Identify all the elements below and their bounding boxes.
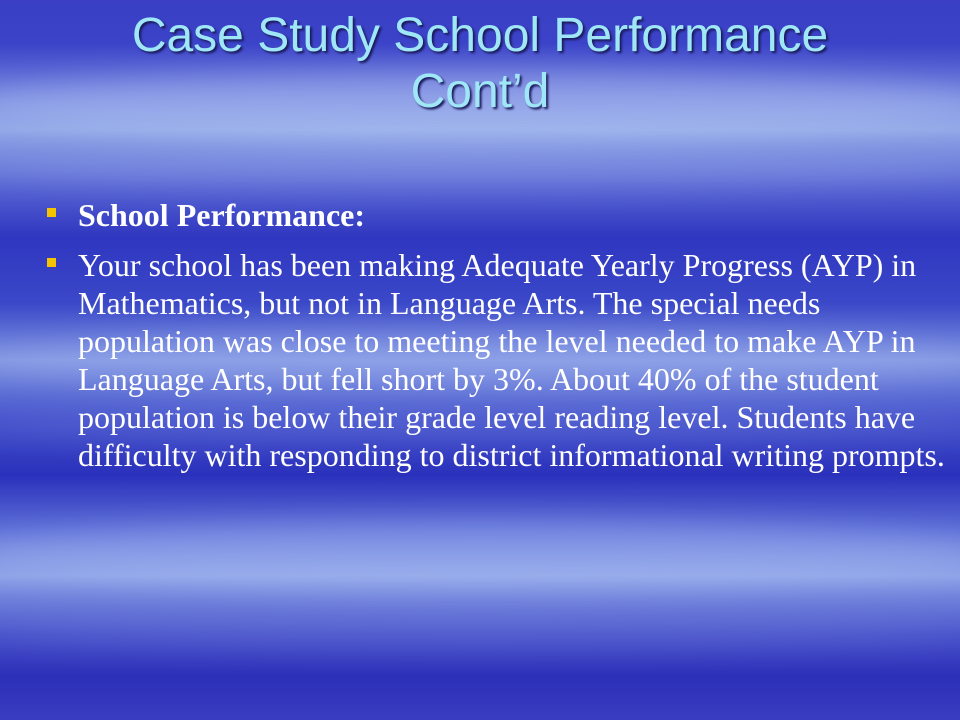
bullet-list [44,196,949,486]
slide-title-line-2: Cont’d [410,65,550,118]
background-haze [0,150,960,190]
slide-title [20,8,940,120]
slide-title-line-1: Case Study School Performance [131,9,829,62]
background-haze [0,520,960,590]
bullet-item-school-performance [44,196,949,234]
bullet-text: Your school has been making Adequate Yearly Progress (AYP) in Mathematics, but not in Language Arts. The special needs population was close to meeting the level needed to make AYP in Language Arts, but fell short by 3%. About 40% of the student population is below their grade level reading level. Students have difficulty with responding to district informational writing prompts. [78,247,945,473]
square-bullet-icon [47,258,56,267]
bullet-text: School Performance: [78,197,366,233]
bullet-item-description [44,246,949,474]
square-bullet-icon [47,208,56,217]
background-haze [0,610,960,650]
